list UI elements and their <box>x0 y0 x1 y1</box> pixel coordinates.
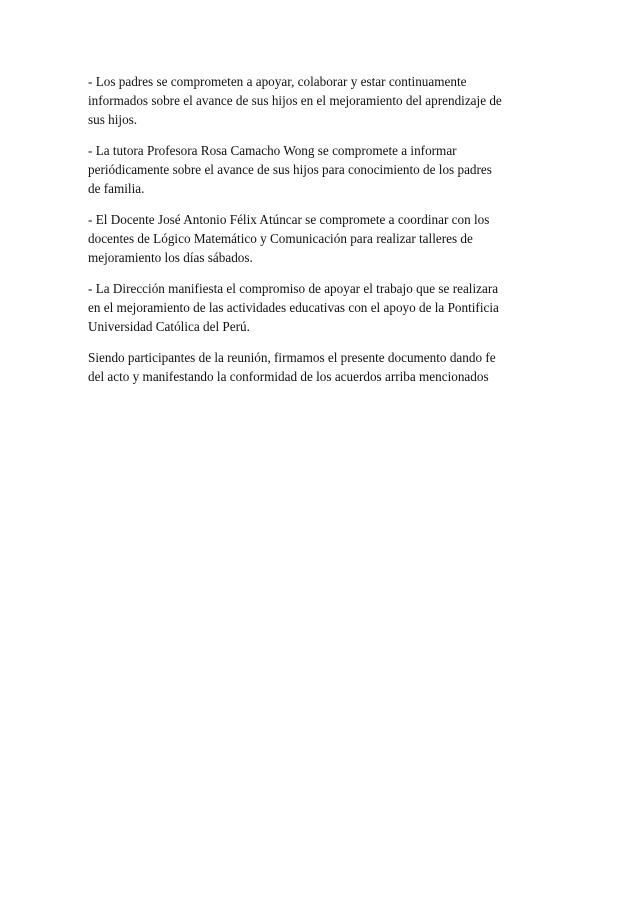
text-line: del acto y manifestando la conformidad de los acuerdos arriba mencionados <box>88 369 489 384</box>
paragraph-cierre <box>88 348 563 386</box>
paragraph-tutora <box>88 141 563 198</box>
text-line: docentes de Lógico Matemático y Comunicación para realizar talleres de <box>88 231 473 246</box>
text-line: Siendo participantes de la reunión, firmamos el presente documento dando fe <box>88 350 496 365</box>
text-line: - El Docente José Antonio Félix Atúncar se compromete a coordinar con los <box>88 212 490 227</box>
text-line: Universidad Católica del Perú. <box>88 319 250 334</box>
text-line: de familia. <box>88 181 145 196</box>
text-line: mejoramiento los días sábados. <box>88 250 253 265</box>
text-line: en el mejoramiento de las actividades educativas con el apoyo de la Pontificia <box>88 300 499 315</box>
text-line: periódicamente sobre el avance de sus hijos para conocimiento de los padres <box>88 162 492 177</box>
text-line: - Los padres se comprometen a apoyar, colaborar y estar continuamente <box>88 74 467 89</box>
text-line: - La tutora Profesora Rosa Camacho Wong se compromete a informar <box>88 143 457 158</box>
paragraph-docente <box>88 210 563 267</box>
document-body <box>88 72 563 398</box>
text-line: informados sobre el avance de sus hijos en el mejoramiento del aprendizaje de <box>88 93 502 108</box>
paragraph-direccion <box>88 279 563 336</box>
text-line: sus hijos. <box>88 112 138 127</box>
paragraph-padres <box>88 72 563 129</box>
text-line: - La Dirección manifiesta el compromiso de apoyar el trabajo que se realizara <box>88 281 499 296</box>
